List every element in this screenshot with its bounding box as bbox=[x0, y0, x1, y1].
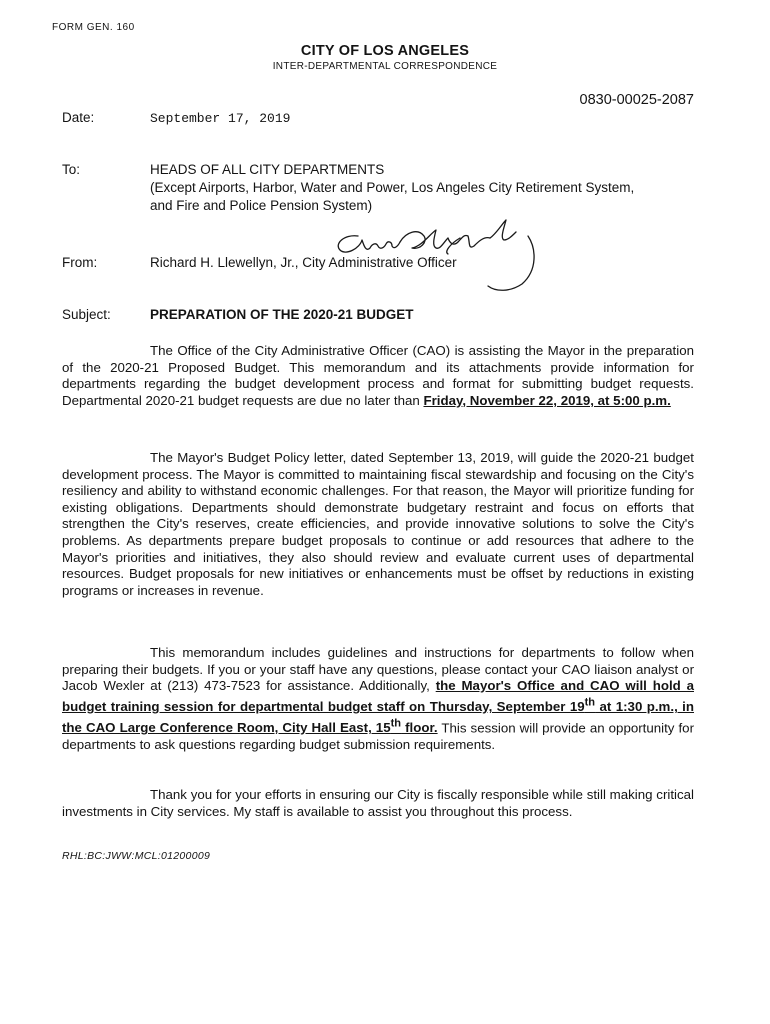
form-id: FORM GEN. 160 bbox=[52, 22, 135, 33]
training-session-part: the Mayor's Office and CAO will hold a budget training session for departmental budget staff on Thursday, September 19 bbox=[62, 678, 694, 715]
ordinal-suffix: th bbox=[584, 696, 596, 709]
from-label: From: bbox=[62, 255, 98, 270]
reference-number: 0830-00025-2087 bbox=[579, 92, 694, 108]
to-recipients bbox=[150, 161, 634, 215]
paragraph-instructions bbox=[62, 645, 694, 753]
to-line: and Fire and Police Pension System) bbox=[150, 198, 373, 213]
signature bbox=[300, 208, 540, 298]
paragraph-text: Thank you for your efforts in ensuring our City is fiscally responsible while still making critical investments in City services. My staff is available to assist you throughout this process. bbox=[62, 787, 694, 819]
ordinal-suffix: th bbox=[390, 717, 402, 730]
paragraph-text: This memorandum includes guidelines and instructions for departments to follow when preparing their budgets. If you or your staff have any questions, please contact your CAO liaison analyst or Jacob Wexler at (213) 473-7523 for assistance. Additionally, bbox=[62, 645, 694, 694]
paragraph-intro bbox=[62, 343, 694, 409]
reference-initials: RHL:BC:JWW:MCL:01200009 bbox=[62, 850, 211, 862]
city-title: CITY OF LOS ANGELES bbox=[300, 43, 470, 59]
to-line: (Except Airports, Harbor, Water and Power, Los Angeles City Retirement System, bbox=[150, 180, 635, 195]
paragraph-policy bbox=[62, 450, 694, 599]
subject-label: Subject: bbox=[62, 307, 111, 322]
training-session-part: floor. bbox=[401, 720, 438, 736]
paragraph-text: The Mayor's Budget Policy letter, dated September 13, 2019, will guide the 2020-21 budget development process. The Mayor is committed to maintaining fiscal stewardship and focusing on the City's resiliency and ability to withstand economic challenges. For that reason, the Mayor will prioritize funding for existing obligations. Departments should demonstrate budgetary restraint and focus on efforts that strengthen the City's reserves, create efficiencies, and provide innovative solutions to solve the City's problems. As departments prepare budget proposals to continue or add resources that adhere to the Mayor's priorities and initiatives, they also should review and evaluate current uses of departmental resources. Budget proposals for new initiatives or enhancements must be offset by reductions in existing programs or increases in revenue. bbox=[62, 450, 694, 598]
paragraph-closing bbox=[62, 787, 694, 820]
subject-value: PREPARATION OF THE 2020-21 BUDGET bbox=[150, 307, 414, 322]
to-line: HEADS OF ALL CITY DEPARTMENTS bbox=[150, 162, 385, 177]
date-label: Date: bbox=[62, 110, 95, 125]
date-value: September 17, 2019 bbox=[150, 111, 291, 126]
deadline-text: Friday, November 22, 2019, at 5:00 p.m. bbox=[423, 392, 671, 408]
paragraph-text: This session will provide an opportunity for departments to ask questions regarding budget submission requirements. bbox=[62, 720, 694, 752]
to-label: To: bbox=[62, 162, 81, 177]
training-session-part: at 1:30 p.m., in the CAO Large Conference Room, City Hall East, 15 bbox=[62, 699, 694, 736]
from-value: Richard H. Llewellyn, Jr., City Administrative Officer bbox=[150, 255, 457, 270]
paragraph-text: The Office of the City Administrative Officer (CAO) is assisting the Mayor in the preparation of the 2020-21 Proposed Budget. This memorandum and its attachments provide information for departments regarding the budget development process and format for submitting budget requests. Departmental 2020-21 budget requests are due no later than bbox=[62, 343, 694, 408]
correspondence-subtitle: INTER-DEPARTMENTAL CORRESPONDENCE bbox=[272, 61, 498, 72]
